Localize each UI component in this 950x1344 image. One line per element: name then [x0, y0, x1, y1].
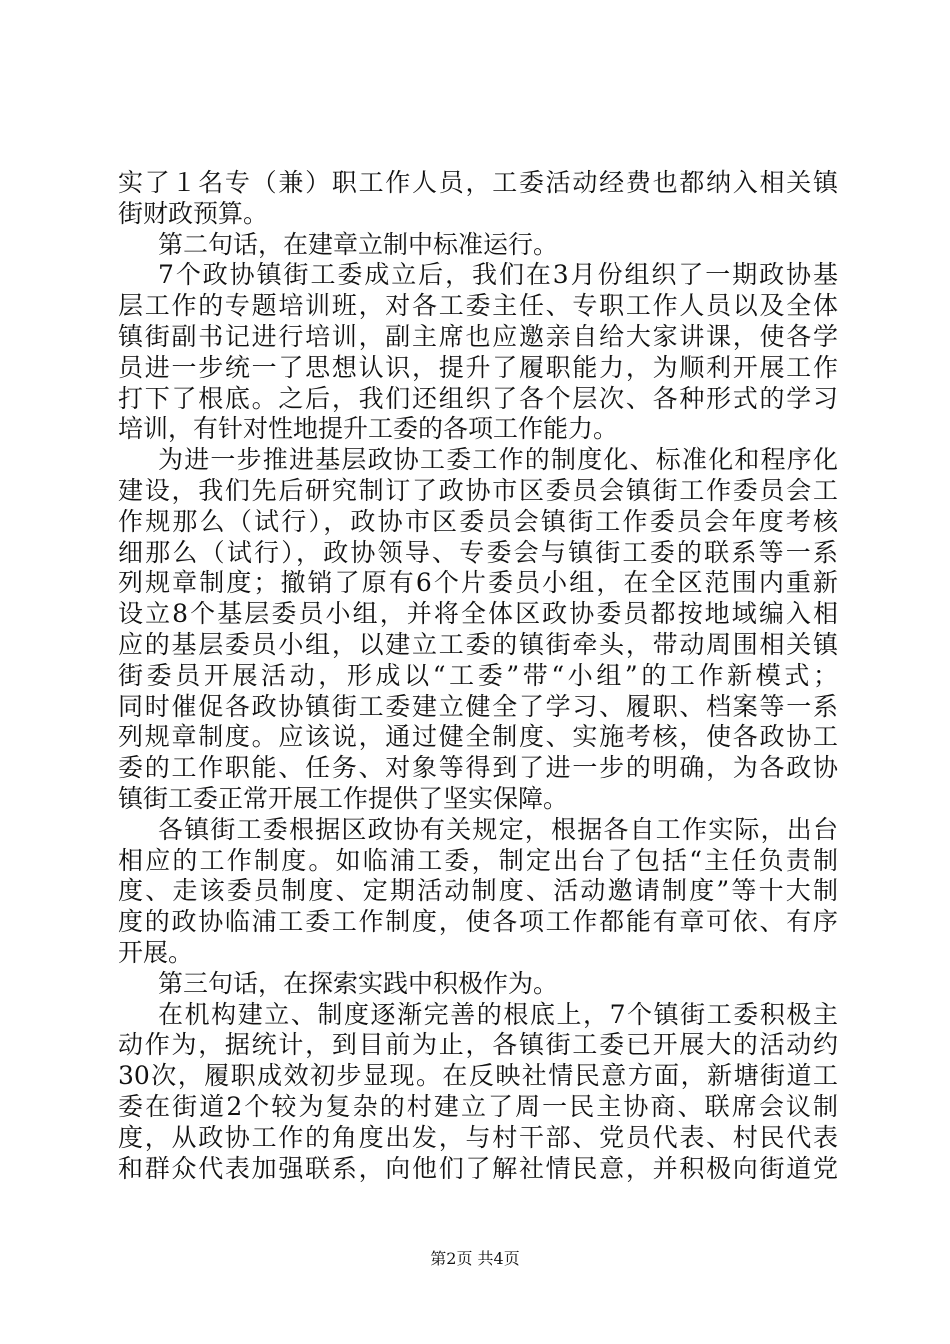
paragraph [118, 230, 838, 261]
text-line: 和群众代表加强联系，向他们了解社情民意，并积极向街道党 [118, 1153, 838, 1183]
paragraph [118, 969, 838, 1000]
text-line: 为进一步推进基层政协工委工作的制度化、标准化和程序化 [158, 445, 838, 475]
paragraph [118, 815, 838, 969]
text-line: 开展。 [118, 937, 194, 967]
text-line: 列规章制度；撤销了原有6个片委员小组，在全区范围内重新 [118, 568, 838, 598]
text-line: 委的工作职能、任务、对象等得到了进一步的明确，为各政协 [118, 753, 838, 783]
text-line: 第三句话，在探索实践中积极作为。 [158, 968, 559, 998]
text-line: 7个政协镇街工委成立后，我们在3月份组织了一期政协基 [158, 260, 838, 290]
text-line: 应的基层委员小组，以建立工委的镇街牵头，带动周围相关镇 [118, 629, 838, 659]
text-line: 街财政预算。 [118, 198, 269, 228]
text-line: 培训，有针对性地提升工委的各项工作能力。 [118, 414, 619, 444]
text-line: 建设，我们先后研究制订了政协市区委员会镇街工作委员会工 [118, 475, 838, 505]
text-line: 细那么（试行），政协领导、专委会与镇街工委的联系等一系 [118, 537, 838, 567]
text-line: 动作为，据统计，到目前为止，各镇街工委已开展大的活动约 [118, 1030, 838, 1060]
text-line: 相应的工作制度。如临浦工委，制定出台了包括“主任负责制 [118, 845, 838, 875]
text-line: 在机构建立、制度逐渐完善的根底上，7个镇街工委积极主 [158, 999, 838, 1029]
paragraph [118, 260, 838, 445]
text-line: 委在街道2个较为复杂的村建立了周一民主协商、联席会议制 [118, 1091, 838, 1121]
document-body [118, 168, 838, 1184]
text-line: 镇街副书记进行培训，副主席也应邀亲自给大家讲课，使各学 [118, 321, 838, 351]
paragraph [118, 1000, 838, 1185]
text-line: 列规章制度。应该说，通过健全制度、实施考核，使各政协工 [118, 722, 838, 752]
text-line: 各镇街工委根据区政协有关规定，根据各自工作实际，出台 [158, 814, 838, 844]
paragraph [118, 445, 838, 815]
text-line: 作规那么（试行），政协市区委员会镇街工作委员会年度考核 [118, 506, 838, 536]
text-line: 层工作的专题培训班，对各工委主任、专职工作人员以及全体 [118, 291, 838, 321]
page-footer: 第2页 共4页 [430, 1249, 520, 1268]
paragraph [118, 168, 838, 230]
text-line: 镇街工委正常开展工作提供了坚实保障。 [118, 783, 569, 813]
text-line: 打下了根底。之后，我们还组织了各个层次、各种形式的学习 [118, 383, 838, 413]
text-line: 街委员开展活动，形成以“工委”带“小组”的工作新模式； [118, 660, 838, 690]
text-line: 设立8个基层委员小组，并将全体区政协委员都按地域编入相 [118, 599, 838, 629]
text-line: 同时催促各政协镇街工委建立健全了学习、履职、档案等一系 [118, 691, 838, 721]
text-line: 度的政协临浦工委工作制度，使各项工作都能有章可依、有序 [118, 907, 838, 937]
text-line: 员进一步统一了思想认识，提升了履职能力，为顺利开展工作 [118, 352, 838, 382]
text-line: 30次，履职成效初步显现。在反映社情民意方面，新塘街道工 [118, 1061, 838, 1091]
text-line: 度、走该委员制度、定期活动制度、活动邀请制度”等十大制 [118, 876, 838, 906]
text-line: 度，从政协工作的角度出发，与村干部、党员代表、村民代表 [118, 1122, 838, 1152]
text-line: 第二句话，在建章立制中标准运行。 [158, 229, 559, 259]
text-line: 实了１名专（兼）职工作人员，工委活动经费也都纳入相关镇 [118, 168, 838, 197]
